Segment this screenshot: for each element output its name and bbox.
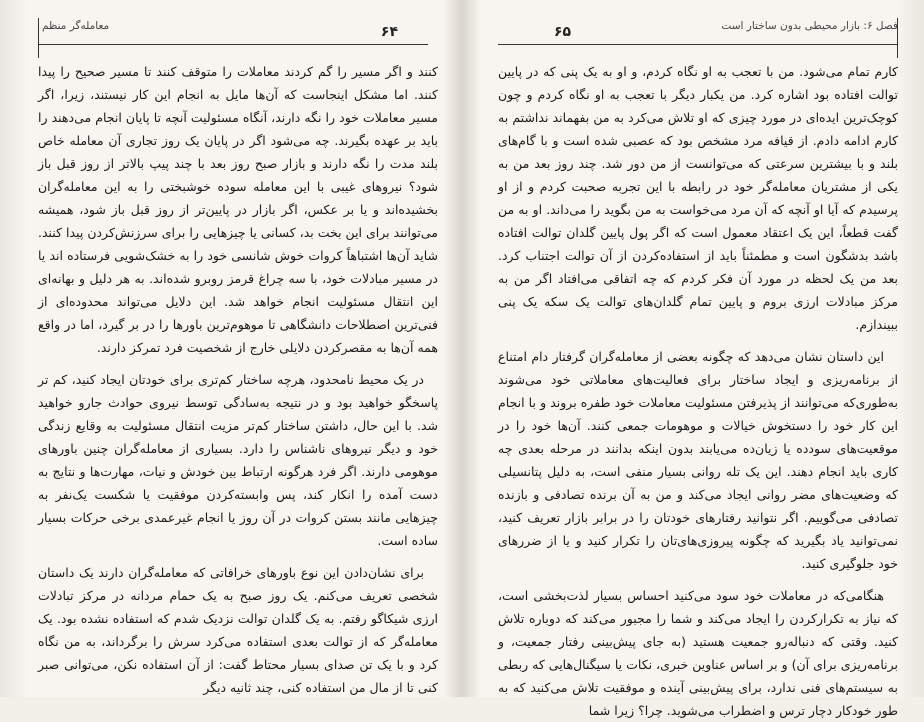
- header-rule: [38, 44, 428, 45]
- right-page-header: [498, 18, 898, 60]
- running-head: معامله‌گر منظم: [42, 20, 110, 32]
- left-page-body: [38, 60, 438, 699]
- paragraph: برای نشان‌دادن این نوع باورهای خرافاتی که معامله‌گران دارند یک داستان شخصی تعریف می‌کنم. یک روز صبح به یک حمام مردانه در مرکز تبادلات ارزی شیکاگو رفتم. به یک گلدان توالت نزدیک شدم که استفاده نشده بود. یک معامله‌گر که از توالت بعدی استفاده می‌کرد سرش را برگرداند، به من نگاه کرد و با یک تن صدای بسیار محتاط گفت: از آن استفاده نکن، می‌توانی صبر کنی تا از مال من استفاده کنی، چند ثانیه دیگر: [38, 565, 438, 695]
- left-page: [0, 0, 462, 697]
- right-page: [462, 0, 924, 718]
- right-page-body: [498, 60, 898, 722]
- page-number: ۶۵: [554, 24, 572, 40]
- page-number: ۶۴: [380, 24, 398, 40]
- paragraph: هنگامی‌که در معاملات خود سود می‌کنید احساس بسیار لذت‌بخشی است، که نیاز به تکرارکردن را ایجاد می‌کند و شما را مجبور می‌کند که دوباره تلاش کنید. وقتی که دنباله‌رو جمعیت هستید (به جای پیش‌بینی رفتار جمعیت، و برنامه‌ریزی برای آن) و بر اساس عناوین خبری، نکات یا سیگنال‌هایی که ربطی به سیستم‌های فنی ندارد، برای پیش‌بینی آینده و موفقیت تلاش می‌کنید که به طور خودکار دچار ترس و اضطراب می‌شوید. چرا؟ زیرا شما: [497, 588, 898, 718]
- header-rule: [498, 44, 898, 45]
- header-notch: [38, 18, 39, 58]
- paragraph: کارم تمام می‌شود. من با تعجب به او نگاه کردم، و او به یک پنی که در پایین توالت افتاده بود اشاره کرد. من یکبار دیگر با تعجب به او نگاه کردم و چون کوچک‌ترین ایده‌ای در مورد چیزی که او تلاش می‌کرد به من بفهماند نداشتم به کارم ادامه دادم. از قیافه مرد مشخص بود که عصبی شده است و با گام‌های بلند و با بیشترین سرعتی که می‌توانست از من دور شد. چند روز بعد من به یکی از مشتریان معامله‌گر خود در رابطه با این تجربه صحبت کردم و از او پرسیدم که آیا او آنچه که آن مرد می‌خواست به من بگوید را می‌داند. او به من گفت قطعاً، این یک اعتقاد معمول است که اگر پول پایین گلدان توالت افتاده باشد بدشگون است و مطمئناً باید از استفاده‌کردن از آن توالت اجتناب کرد. بعد من یک لحظه در مورد آن فکر کردم که چه اتفاقی می‌افتاد اگر من به مرکز مبادلات ارزی بروم و پایین تمام گلدان‌های توالت یک سکه یک پنی ببیندازم.: [498, 64, 898, 332]
- paragraph: کنند و اگر مسیر را گم کردند معاملات را متوقف کنند تا مسیر صحیح را پیدا کنند. اما مشکل اینجاست که آن‌ها مایل به انجام این کار نیستند، زیرا، اگر مسیر معاملات خود را نگه دارند، آنگاه مسئولیت آنچه تا پایان انجام می‌دهند را باید بر عهده بگیرند. چه می‌شود اگر در پایان یک روز تجاری آن معامله خاص بلند مدت را نگه دارند و بازار صبح روز بعد با چند پیپ بالاتر از روز قبل باز شود؟ نیروهای غیبی با این معامله سوده خوشبختی را به این معامله‌گران بخشیده‌اند و یا بر عکس، اگر بازار در پایین‌تر از روز قبل باز شود، همیشه می‌توانند برای این بخت بد، کسانی یا چیزهایی را برای سرزنش‌کردن پیدا کنند. شاید آن‌ها اشتباهاً کروات خوش شانسی خود را به خشک‌شویی فرستاده اند یا در مسیر مبادلات خود، با سه چراغ قرمز روبرو شده‌اند. به هر دلیل و بهانه‌ای این انتقال مسئولیت انجام خواهد شد. این دلایل می‌تواند محدوده‌ای از فنی‌ترین اصطلاحات دانشگاهی تا موهوم‌ترین باورها را در بر گیرد، اما در واقع همه آن‌ها به مقصرکردن دلایلی خارج از شخصیت فرد تمرکز دارند.: [38, 64, 438, 355]
- running-head: فصل ۶: بازار محیطی بدون ساختار است: [721, 20, 898, 32]
- left-page-header: [38, 18, 438, 60]
- paragraph: در یک محیط نامحدود، هرچه ساختار کم‌تری برای خودتان ایجاد کنید، کم تر پاسخگو خواهید بود و در نتیجه به‌سادگی توسط نیروی حوادث جارو خواهید شد. با این حال، داشتن ساختار کم‌تر مزیت انتقال مسئولیت به وقایع زندگی خود و دیگر نیروهای ناشناس را دارد. بسیاری از معامله‌گران چنین باورهای موهومی دارند. اگر فرد هرگونه ارتباط بین خودش و نیات، مهارت‌ها و نتایج به دست آمده را انکار کند، پس وابسته‌کردن موفقیت یا شکست یک‌نفر به چیزهایی مانند بستن کروات در آن روز یا انجام غیرعمدی برخی حرکات بسیار ساده است.: [38, 372, 438, 548]
- paragraph: این داستان نشان می‌دهد که چگونه بعضی از معامله‌گران گرفتار دام امتناع از برنامه‌ریزی و ایجاد ساختار برای فعالیت‌های معاملاتی خود می‌شوند به‌طوری‌که می‌توانند از پذیرفتن مسئولیت معاملات خود طفره بروند و با انجام این کار خود را دستخوش خیالات و موهومات جمعی کنند. آن‌ها خود را در موقعیت‌های سودده یا زیان‌ده می‌یابند بدون اینکه بدانند در مرحله بعدی چه کاری باید انجام دهند. این یک تله روانی بسیار منفی است، به دلیل پتانسیلی که وضعیت‌های مضر روانی ایجاد می‌کند و من به آن برنده تصادفی و بازنده تصادفی می‌گوییم. اگر نتوانید رفتارهای خودتان را در برابر بازار تعریف کنید، نمی‌توانید یاد بگیرید که چگونه پیروزی‌های‌تان را تکرار کنید و یا از ضررهای خود جلوگیری کنید.: [498, 349, 898, 571]
